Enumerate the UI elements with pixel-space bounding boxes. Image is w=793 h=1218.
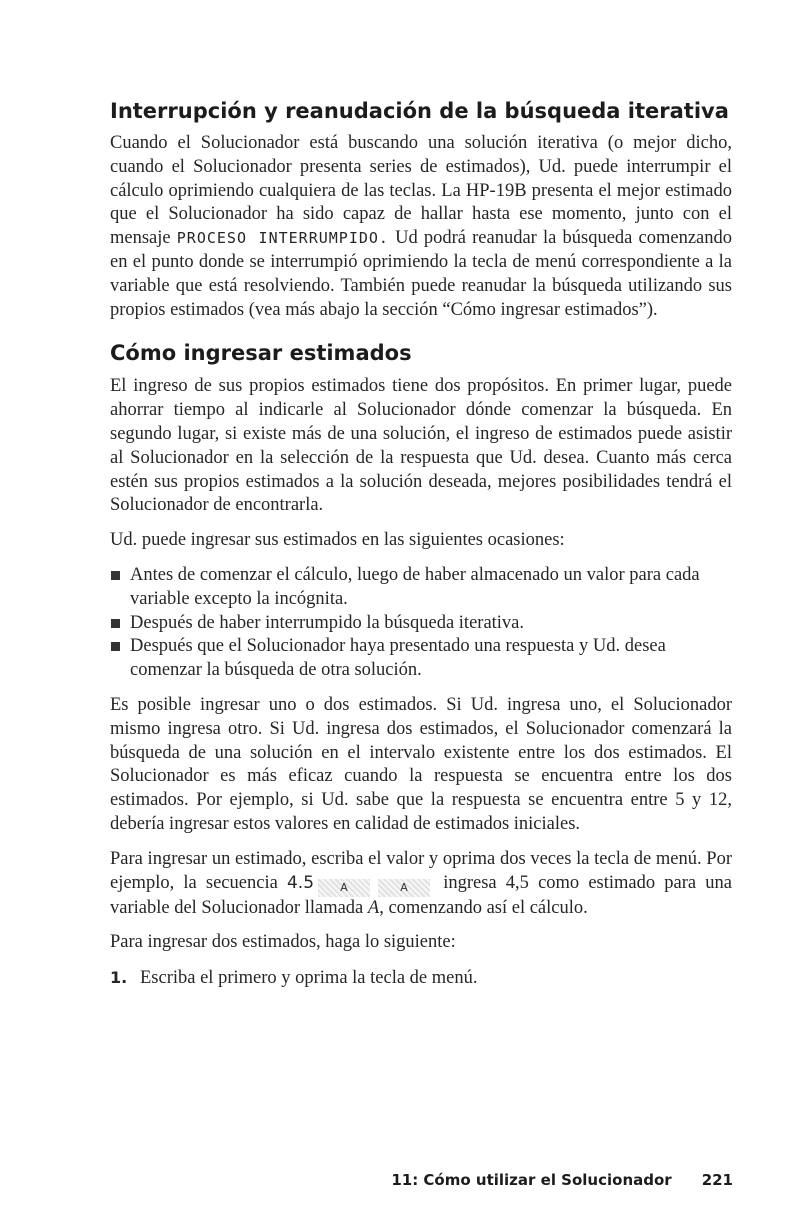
list-item-text: Después de haber interrumpido la búsqueda iterativa.	[130, 612, 525, 633]
paragraph-ocasiones: Ud. puede ingresar sus estimados en las siguientes ocasiones:	[110, 530, 565, 551]
bullet-list	[110, 564, 732, 683]
menu-key-a-second: A	[378, 879, 430, 897]
footer-chapter-title: 11: Cómo utilizar el Solucionador	[391, 1171, 672, 1189]
section-heading-estimados: Cómo ingresar estimados	[110, 341, 412, 366]
page-number: 221	[701, 1171, 733, 1189]
bullet-square-icon	[111, 642, 120, 651]
paragraph-interrupcion	[110, 132, 732, 322]
paragraph-ejemplo	[110, 848, 732, 921]
list-item-text: Después que el Solucionador haya presentado una respuesta y Ud. desea comenzar la búsqueda de otra solución.	[130, 636, 666, 681]
step-number: 1.	[110, 968, 128, 988]
paragraph-text: , comenzando así el cálculo.	[379, 897, 588, 918]
page-footer	[0, 1171, 733, 1189]
step-text: Escriba el primero y oprima la tecla de menú.	[140, 968, 478, 989]
paragraph-text: Ud podrá reanudar la búsqueda comenzando en el punto donde se interrumpió oprimiendo la tecla de menú correspondiente a la variable que está resolviendo. También puede reanudar la búsqueda utilizando sus propios estimados (vea más abajo la sección “Cómo ingresar estimados”).	[110, 228, 732, 320]
bullet-square-icon	[111, 619, 120, 628]
variable-name: A	[367, 897, 380, 918]
list-item	[110, 612, 732, 636]
keystroke-value: 4.5	[286, 872, 315, 893]
page-content	[110, 98, 732, 991]
paragraph-text: Cuando el Solucionador está buscando una solución iterativa (o mejor dicho, cuando el Solucionador presenta series de estimados), Ud. puede interrumpir el cálculo oprimiendo cualquiera de las teclas. La HP-19B presenta el mejor estimado que el Solucionador ha sido capaz de hallar hasta ese momento, junto con el mensaje	[110, 133, 732, 249]
paragraph-text: ingresa 4,5 como estimado para una variable del Solucionador llamada	[110, 872, 733, 918]
paragraph-dos-estimados: Para ingresar dos estimados, haga lo siguiente:	[110, 932, 456, 953]
paragraph-text: Para ingresar un estimado, escriba el valor y oprima dos veces la tecla de menú. Por ejemplo, la secuencia	[110, 848, 732, 893]
list-item	[110, 635, 732, 683]
section-heading-interrupcion: Interrupción y reanudación de la búsqueda iterativa	[110, 99, 729, 123]
bullet-square-icon	[111, 571, 120, 580]
paragraph-uno-o-dos: Es posible ingresar uno o dos estimados. Si Ud. ingresa uno, el Solucionador mismo ingresa otro. Si Ud. ingresa dos estimados, el Solucionador comenzará la búsqueda de una solución en el intervalo existente entre los dos estimados. El Solucionador es más eficaz cuando la respuesta se encuentra entre los dos estimados. Por ejemplo, si Ud. sabe que la respuesta se encuentra entre 5 y 12, debería ingresar estos valores en calidad de estimados iniciales.	[110, 694, 732, 834]
paragraph-propositos: El ingreso de sus propios estimados tiene dos propósitos. En primer lugar, puede ahorrar tiempo al indicarle al Solucionador dónde comenzar la búsqueda. En segundo lugar, si existe más de una solución, el ingreso de estimados puede asistir al Solucionador en la selección de la respuesta que Ud. desea. Cuanto más cerca estén sus propios estimados a la solución deseada, mejores posibilidades tendrá el Solucionador de encontrarla.	[110, 376, 732, 516]
menu-key-a: A	[318, 879, 370, 897]
display-message: PROCESO INTERRUMPIDO.	[176, 229, 389, 248]
step-item	[110, 966, 732, 991]
list-item	[110, 564, 732, 612]
list-item-text: Antes de comenzar el cálculo, luego de haber almacenado un valor para cada variable excepto la incógnita.	[130, 564, 700, 609]
